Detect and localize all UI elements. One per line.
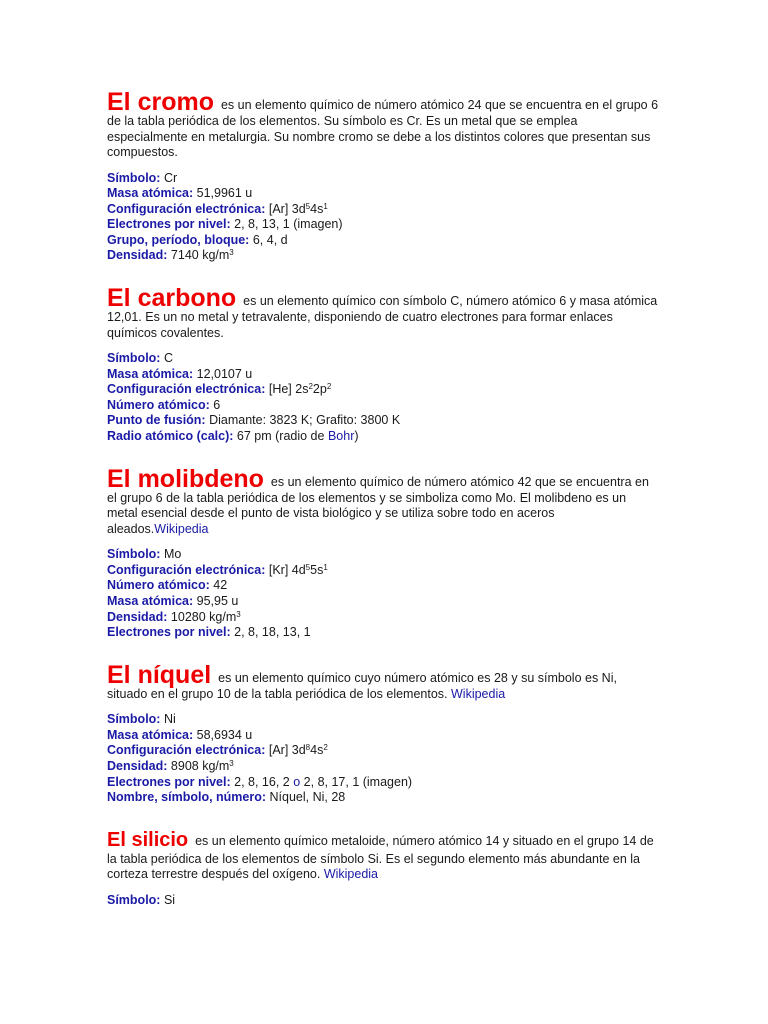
intro-text: es un elemento químico de número atómico 24 que se encuentra en el grupo 6 de la tabla periódica de los elementos. Su símbolo es Cr. Es un metal que se emplea especialmente en metalurgia. Su nombre cromo se debe a los distintos colores que presentan sus compuestos. bbox=[107, 98, 659, 159]
fact-label: Nombre, símbolo, número: bbox=[107, 790, 267, 805]
intro-paragraph bbox=[107, 828, 659, 883]
fact-value: 42 bbox=[213, 578, 228, 593]
facts-list bbox=[107, 171, 659, 265]
fact-row bbox=[107, 625, 659, 641]
or-link[interactable]: o bbox=[293, 774, 301, 789]
fact-label: Punto de fusión: bbox=[107, 413, 206, 428]
facts-list bbox=[107, 547, 659, 641]
fact-value: Cr bbox=[163, 170, 178, 185]
fact-row bbox=[107, 202, 659, 218]
fact-row bbox=[107, 382, 659, 398]
superscript: 2 bbox=[323, 743, 328, 753]
intro-text: es un elemento químico cuyo número atómico es 28 y su símbolo es Ni, situado en el grupo 10 de la tabla periódica de los elementos. bbox=[107, 670, 617, 701]
fact-value: 4s bbox=[310, 201, 324, 216]
section-molibdeno bbox=[107, 464, 659, 641]
fact-row bbox=[107, 367, 659, 383]
fact-row bbox=[107, 759, 659, 775]
fact-row bbox=[107, 775, 659, 791]
intro-text: es un elemento químico con símbolo C, número atómico 6 y masa atómica 12,01. Es un no metal y tetravalente, disponiendo de cuatro electrones para formar enlaces químicos covalentes. bbox=[107, 294, 658, 340]
fact-value: [He] 2s bbox=[268, 382, 309, 397]
fact-value: 6 bbox=[213, 397, 221, 412]
fact-label: Configuración electrónica: bbox=[107, 382, 266, 397]
fact-row bbox=[107, 712, 659, 728]
fact-value: [Ar] 3d bbox=[268, 201, 306, 216]
element-heading: El cromo bbox=[107, 88, 214, 116]
fact-row bbox=[107, 594, 659, 610]
fact-value: C bbox=[163, 351, 173, 366]
fact-value: 5s bbox=[310, 562, 324, 577]
fact-value: Mo bbox=[163, 547, 182, 562]
element-heading: El silicio bbox=[107, 828, 189, 851]
fact-label: Símbolo: bbox=[107, 170, 161, 185]
document-page bbox=[107, 90, 659, 930]
fact-row bbox=[107, 398, 659, 414]
fact-row bbox=[107, 728, 659, 744]
fact-value: [Ar] 3d bbox=[268, 743, 306, 758]
superscript: 3 bbox=[236, 609, 241, 619]
element-heading: El molibdeno bbox=[107, 464, 264, 493]
fact-label: Densidad: bbox=[107, 758, 168, 773]
fact-value: 67 pm (radio de bbox=[236, 429, 325, 444]
fact-label: Electrones por nivel: bbox=[107, 625, 231, 640]
fact-label: Grupo, período, bloque: bbox=[107, 232, 250, 247]
section-niquel bbox=[107, 660, 659, 806]
fact-label: Símbolo: bbox=[107, 892, 161, 907]
section-cromo bbox=[107, 90, 659, 264]
fact-label: Masa atómica: bbox=[107, 186, 194, 201]
fact-row bbox=[107, 578, 659, 594]
intro-text: es un elemento químico de número atómico 42 que se encuentra en el grupo 6 de la tabla periódica de los elementos y se simboliza como Mo. El molibdeno es un metal esencial desde el punto de vista biológico y se utiliza sobre todo en aceros aleados. bbox=[107, 474, 649, 536]
fact-label: Densidad: bbox=[107, 609, 168, 624]
facts-list bbox=[107, 712, 659, 806]
element-heading: El níquel bbox=[107, 660, 212, 689]
fact-value: ) bbox=[354, 429, 359, 444]
fact-row bbox=[107, 743, 659, 759]
facts-list bbox=[107, 893, 659, 909]
facts-list bbox=[107, 351, 659, 445]
fact-label: Configuración electrónica: bbox=[107, 201, 266, 216]
superscript: 5 bbox=[305, 562, 311, 572]
fact-row bbox=[107, 248, 659, 264]
fact-value: 2, 8, 18, 13, 1 bbox=[234, 625, 311, 640]
fact-value: 6, 4, d bbox=[252, 232, 288, 247]
section-silicio bbox=[107, 828, 659, 909]
superscript: 1 bbox=[323, 562, 328, 572]
superscript: 2 bbox=[326, 382, 332, 392]
fact-row bbox=[107, 217, 659, 233]
fact-row bbox=[107, 563, 659, 579]
intro-paragraph bbox=[107, 286, 659, 341]
wikipedia-link[interactable]: Wikipedia bbox=[451, 686, 506, 701]
fact-label: Símbolo: bbox=[107, 351, 161, 366]
intro-paragraph bbox=[107, 660, 659, 703]
fact-value: Níquel, Ni, 28 bbox=[269, 790, 346, 805]
fact-value: 58,6934 u bbox=[196, 727, 253, 742]
fact-row bbox=[107, 171, 659, 187]
fact-value: 12,0107 u bbox=[196, 366, 253, 381]
fact-label: Símbolo: bbox=[107, 547, 161, 562]
fact-label: Configuración electrónica: bbox=[107, 562, 266, 577]
fact-value: [Kr] 4d bbox=[268, 562, 306, 577]
intro-paragraph bbox=[107, 464, 659, 538]
fact-value: 8908 kg/m bbox=[170, 758, 230, 773]
section-carbono bbox=[107, 286, 659, 445]
fact-label: Electrones por nivel: bbox=[107, 217, 231, 232]
fact-row bbox=[107, 429, 659, 445]
fact-row bbox=[107, 351, 659, 367]
superscript: 8 bbox=[305, 743, 311, 753]
fact-value: 2, 8, 17, 1 (imagen) bbox=[303, 774, 413, 789]
fact-row bbox=[107, 790, 659, 806]
fact-row bbox=[107, 186, 659, 202]
fact-label: Masa atómica: bbox=[107, 593, 194, 608]
fact-value: 2, 8, 16, 2 bbox=[234, 774, 290, 789]
fact-row bbox=[107, 893, 659, 909]
fact-label: Densidad: bbox=[107, 248, 168, 263]
superscript: 2 bbox=[308, 382, 313, 392]
fact-value: 2, 8, 13, 1 (imagen) bbox=[234, 217, 343, 232]
fact-value: 2p bbox=[312, 382, 327, 397]
fact-row bbox=[107, 547, 659, 563]
fact-label: Electrones por nivel: bbox=[107, 774, 231, 789]
fact-value: 95,95 u bbox=[196, 593, 239, 608]
fact-label: Radio atómico (calc): bbox=[107, 429, 234, 444]
fact-value: Ni bbox=[163, 712, 176, 727]
fact-label: Número atómico: bbox=[107, 578, 210, 593]
wikipedia-link[interactable]: Wikipedia bbox=[323, 867, 378, 882]
fact-label: Número atómico: bbox=[107, 397, 210, 412]
wikipedia-link[interactable]: Wikipedia bbox=[154, 521, 209, 536]
fact-label: Símbolo: bbox=[107, 712, 161, 727]
fact-row bbox=[107, 610, 659, 626]
fact-value: Si bbox=[163, 892, 176, 907]
superscript: 5 bbox=[305, 201, 311, 211]
superscript: 1 bbox=[323, 201, 328, 211]
fact-value: 4s bbox=[310, 743, 324, 758]
element-heading: El carbono bbox=[107, 284, 237, 313]
fact-label: Masa atómica: bbox=[107, 727, 194, 742]
fact-row bbox=[107, 413, 659, 429]
superscript: 3 bbox=[229, 248, 234, 258]
fact-value: Diamante: 3823 K; Grafito: 3800 K bbox=[209, 413, 401, 428]
fact-label: Masa atómica: bbox=[107, 366, 194, 381]
bohr-link[interactable]: Bohr bbox=[327, 429, 355, 444]
fact-label: Configuración electrónica: bbox=[107, 743, 266, 758]
superscript: 3 bbox=[229, 758, 234, 768]
fact-row bbox=[107, 233, 659, 249]
intro-paragraph bbox=[107, 90, 659, 161]
fact-value: 10280 kg/m bbox=[170, 609, 237, 624]
intro-text: es un elemento químico metaloide, número atómico 14 y situado en el grupo 14 de la tabla periódica de los elementos de símbolo Si. Es el segundo elemento más abundante en la corteza terrestre después del oxígeno. bbox=[107, 833, 654, 882]
fact-value: 7140 kg/m bbox=[170, 248, 230, 263]
fact-value: 51,9961 u bbox=[196, 186, 253, 201]
